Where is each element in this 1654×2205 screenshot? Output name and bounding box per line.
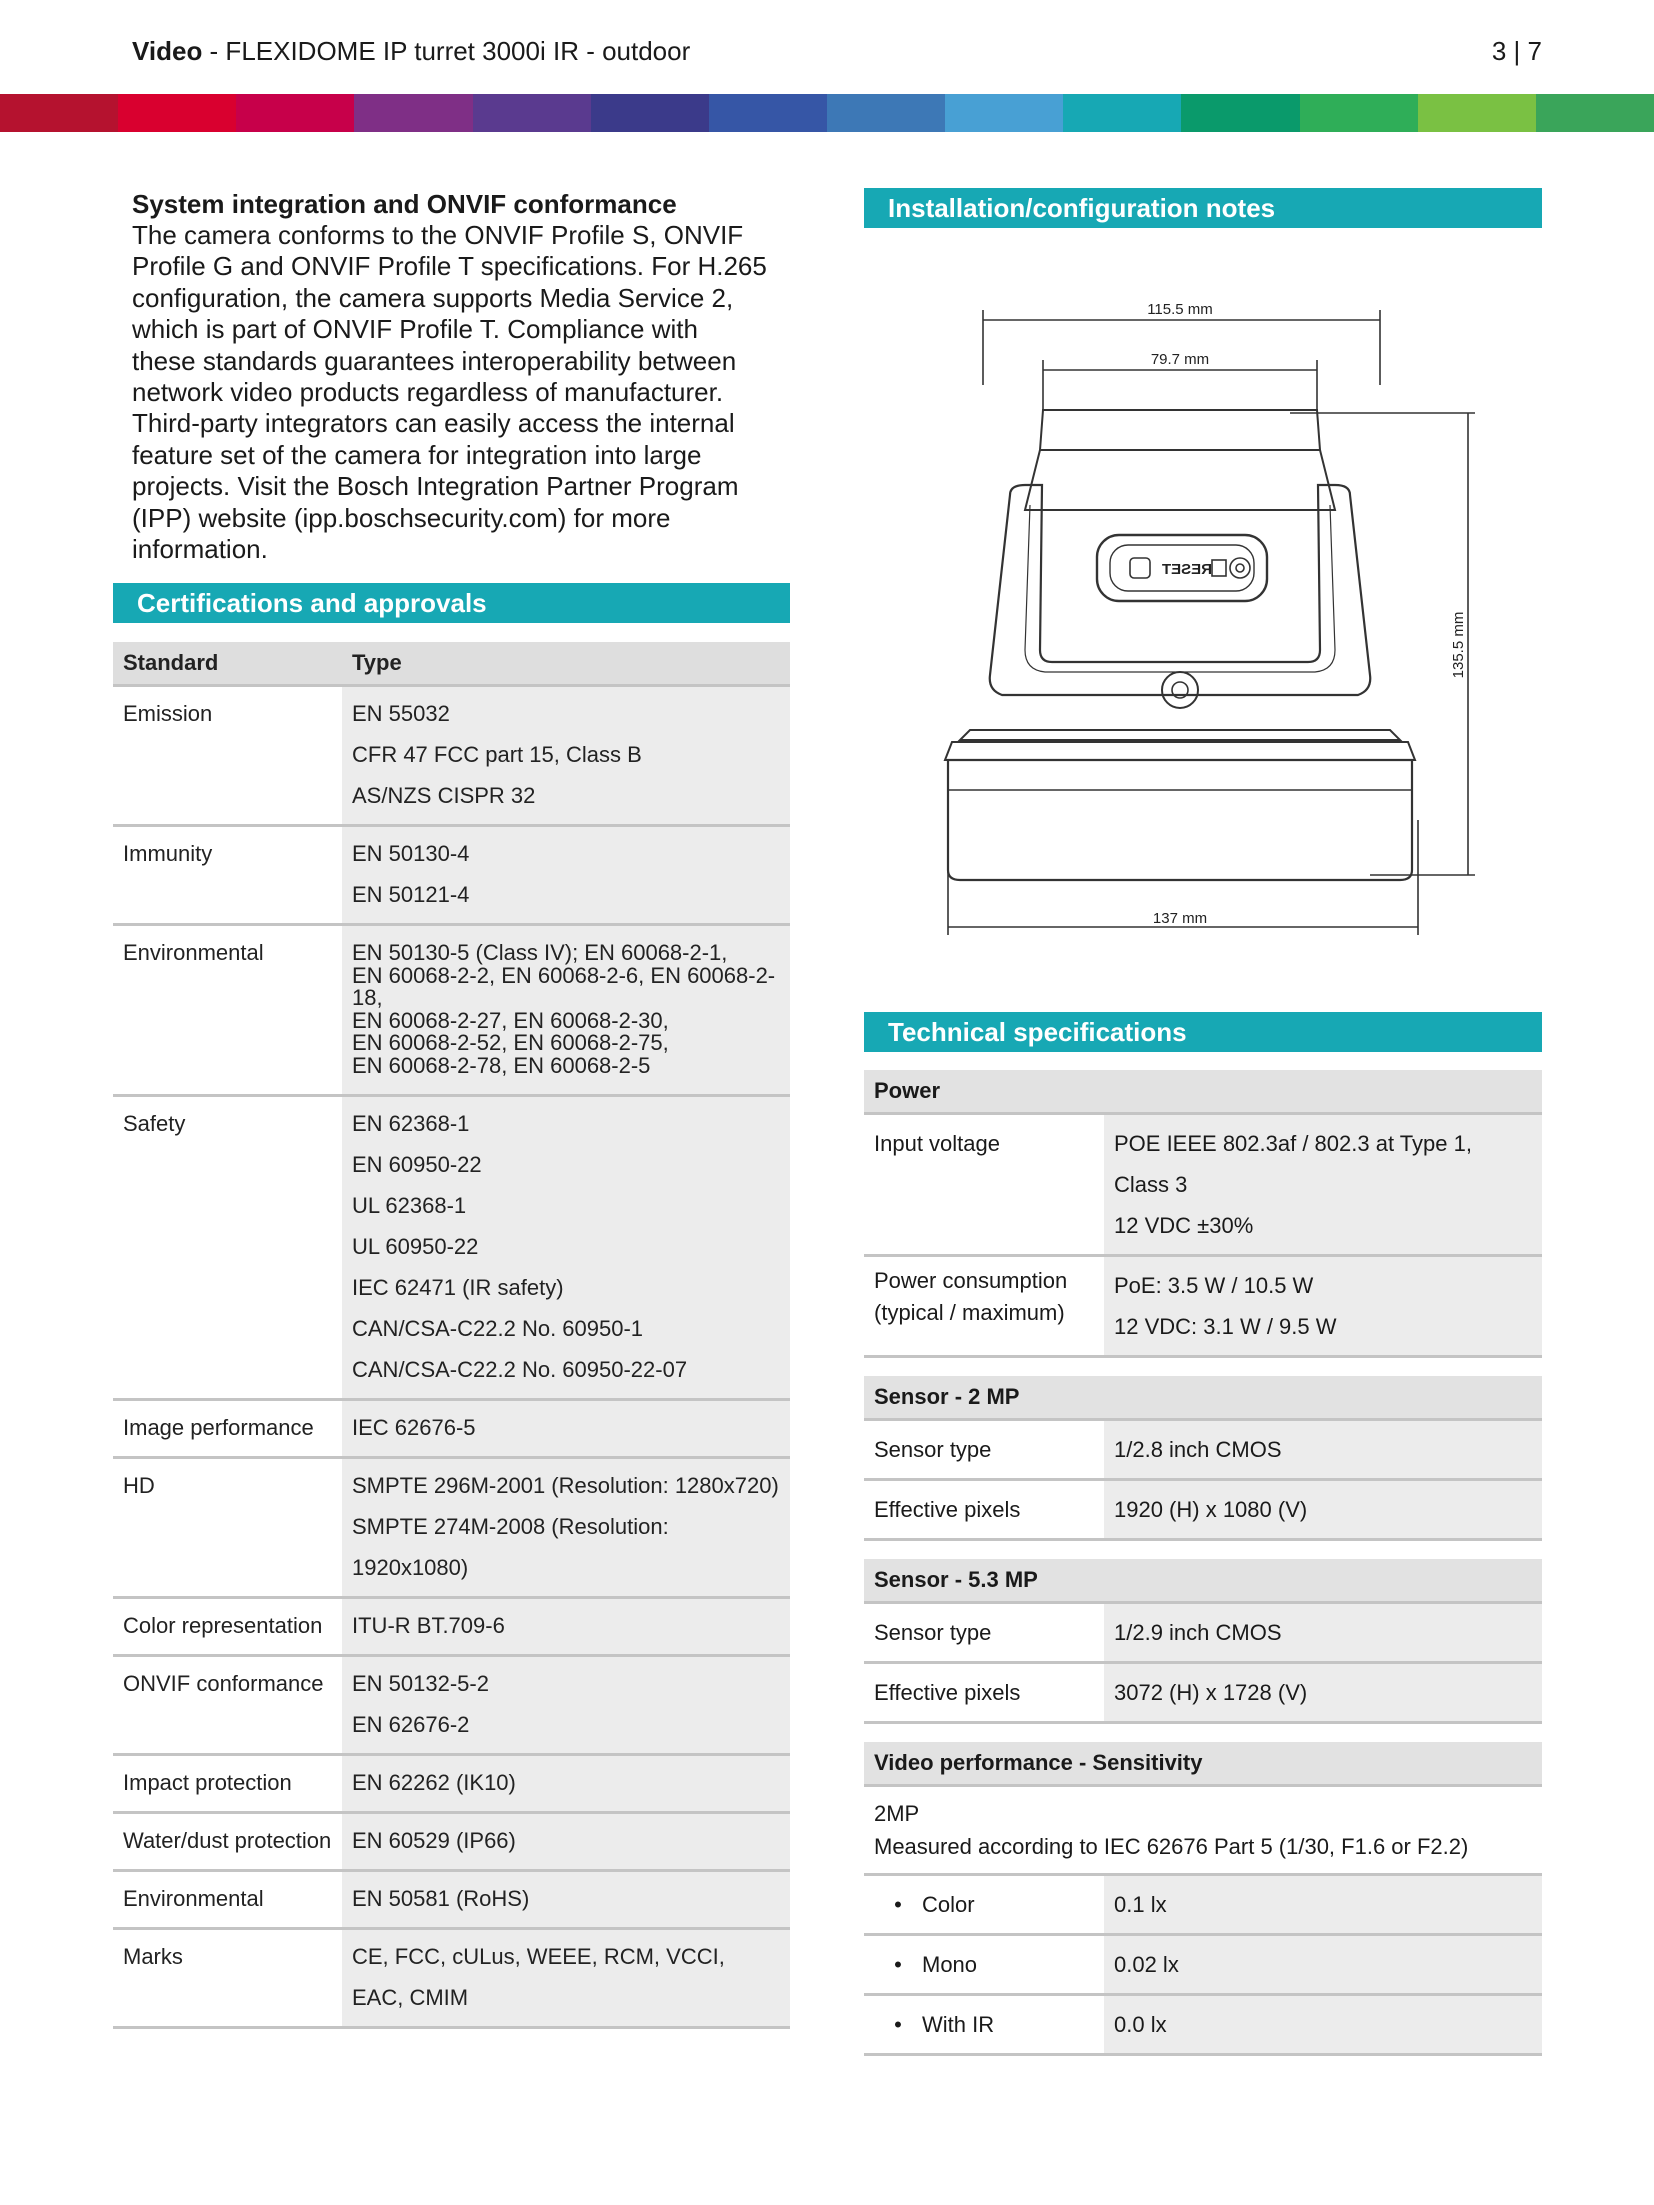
color-bar-segment <box>1418 94 1536 132</box>
color-bar-segment <box>945 94 1063 132</box>
color-bar-segment <box>827 94 945 132</box>
certifications-table <box>113 642 790 2029</box>
color-bar-segment <box>1181 94 1299 132</box>
table-header-row <box>113 642 790 686</box>
type-cell-line: UL 62368-1 <box>352 1192 467 1218</box>
color-bar-segment <box>354 94 472 132</box>
table-row <box>113 1812 790 1870</box>
installation-notes-heading: Installation/configuration notes <box>864 188 1542 228</box>
table-row <box>113 1399 790 1457</box>
type-cell-line: EN 50130-4 <box>352 841 470 866</box>
color-bar-segment <box>1063 94 1181 132</box>
table-row <box>113 1754 790 1812</box>
standard-cell: Environmental <box>123 1885 264 1911</box>
color-bar-segment <box>591 94 709 132</box>
color-bar-segment <box>236 94 354 132</box>
dimension-height-label: 135.5 mm <box>1450 611 1467 679</box>
dimension-base-width-label: 137 mm <box>1152 910 1208 927</box>
type-cell-line: CFR 47 FCC part 15, Class B <box>352 742 642 767</box>
type-cell-line: EN 62368-1 <box>352 1110 470 1136</box>
type-cell-line: EN 50130-5 (Class IV); EN 60068-2-1, <box>352 940 728 965</box>
type-cell-line: EN 50121-4 <box>352 882 470 907</box>
type-cell-line: ITU-R BT.709-6 <box>352 1612 505 1638</box>
input-voltage-label: Input voltage <box>874 1131 1000 1156</box>
color-bar-segment <box>473 94 591 132</box>
table-row <box>113 1457 790 1597</box>
standard-cell: Emission <box>123 701 213 726</box>
table-row <box>864 1604 1542 1664</box>
type-cell-line: EN 60529 (IP66) <box>352 1827 516 1853</box>
type-cell-line: AS/NZS CISPR 32 <box>352 783 536 808</box>
table-row <box>864 1996 1542 2056</box>
standard-cell: Safety <box>123 1110 186 1136</box>
table-row <box>864 1481 1542 1541</box>
table-row <box>113 1655 790 1754</box>
type-cell-line: CAN/CSA-C22.2 No. 60950-1 <box>352 1315 644 1341</box>
effective-pixels-label: Effective pixels <box>874 1497 1021 1522</box>
power-consumption-value: PoE: 3.5 W / 10.5 W 12 VDC: 3.1 W / 9.5 W <box>1104 1257 1542 1355</box>
standard-cell: Water/dust protection <box>123 1827 332 1853</box>
type-cell-line: UL 60950-22 <box>352 1233 479 1259</box>
technical-specifications-table <box>864 1070 1542 2056</box>
table-row <box>864 1115 1542 1257</box>
type-cell-line: SMPTE 274M-2008 (Resolution: 1920x1080) <box>352 1513 669 1580</box>
table-row <box>864 1257 1542 1358</box>
standard-cell: Color representation <box>123 1612 323 1638</box>
system-integration-heading: System integration and ONVIF conformance <box>132 189 677 219</box>
column-header-type: Type <box>342 642 790 686</box>
standard-cell: HD <box>123 1472 155 1498</box>
color-bar-segment <box>1300 94 1418 132</box>
type-cell-line: IEC 62471 (IR safety) <box>352 1274 564 1300</box>
color-bar-segment <box>118 94 236 132</box>
input-voltage-value: POE IEEE 802.3af / 802.3 at Type 1, Class 3 12 VDC ±30% <box>1104 1115 1542 1254</box>
table-row <box>113 1095 790 1399</box>
camera-dimension-drawing <box>930 290 1490 950</box>
standard-cell: ONVIF conformance <box>123 1670 324 1696</box>
color-bar-segment <box>1536 94 1654 132</box>
type-cell-line: EN 60068-2-27, EN 60068-2-30, <box>352 1007 669 1033</box>
sensitivity-mono-label: Mono <box>922 1951 978 1977</box>
table-row <box>113 1870 790 1928</box>
system-integration-text: The camera conforms to the ONVIF Profile S, ONVIF Profile G and ONVIF Profile T specifications. For H.265 configuration, the camera supports Media Service 2, which is part of ONVIF Profile T. Compliance with these standards guarantees interoperability between network video products regardless of manufacturer. Third-party integrators can easily access the internal feature set of the camera for integration into large projects. Visit the Bosch Integration Partner Program (IPP) website (ipp.boschsecurity.com) for more information. <box>132 220 767 565</box>
bullet-icon: • <box>894 2011 902 2037</box>
bullet-icon: • <box>894 1951 902 1977</box>
sensor-type-value: 1/2.9 inch CMOS <box>1114 1620 1282 1645</box>
sensitivity-mono-value: 0.02 lx <box>1114 1952 1179 1977</box>
type-cell-line: EN 62676-2 <box>352 1711 470 1737</box>
table-row <box>864 1421 1542 1481</box>
group-video-sensitivity: Video performance - Sensitivity <box>864 1742 1542 1787</box>
sensor-type-value: 1/2.8 inch CMOS <box>1114 1437 1282 1462</box>
standard-cell: Impact protection <box>123 1769 292 1795</box>
standard-cell: Marks <box>123 1943 183 1969</box>
table-row <box>113 1597 790 1655</box>
sensitivity-note: 2MP Measured according to IEC 62676 Part 5 (1/30, F1.6 or F2.2) <box>864 1787 1542 1876</box>
type-cell-line: CE, FCC, cULus, WEEE, RCM, VCCI, EAC, CMIM <box>352 1943 725 2010</box>
type-cell-line: EN 50581 (RoHS) <box>352 1885 530 1911</box>
page-header <box>132 36 1542 76</box>
sensitivity-ir-label: With IR <box>922 2011 995 2037</box>
type-cell-line: EN 55032 <box>352 701 450 726</box>
type-cell-line: EN 60068-2-2, EN 60068-2-6, EN 60068-2-18, <box>352 962 776 1011</box>
standard-cell: Immunity <box>123 841 213 866</box>
type-cell-line: IEC 62676-5 <box>352 1414 476 1440</box>
standard-cell: Image performance <box>123 1414 314 1440</box>
effective-pixels-value: 3072 (H) x 1728 (V) <box>1114 1680 1308 1705</box>
sensitivity-ir-value: 0.0 lx <box>1114 2012 1167 2037</box>
group-sensor-2mp: Sensor - 2 MP <box>864 1376 1542 1421</box>
table-row <box>113 826 790 925</box>
brand-color-bar <box>0 94 1654 132</box>
type-cell-line: EN 60068-2-78, EN 60068-2-5 <box>352 1052 651 1078</box>
bullet-icon: • <box>894 1891 902 1917</box>
effective-pixels-value: 1920 (H) x 1080 (V) <box>1114 1497 1308 1522</box>
effective-pixels-label: Effective pixels <box>874 1680 1021 1705</box>
table-row <box>113 1928 790 2027</box>
type-cell-line: EN 60950-22 <box>352 1151 482 1177</box>
type-cell-line: EN 50132-5-2 <box>352 1670 489 1696</box>
type-cell-line: EN 62262 (IK10) <box>352 1769 516 1795</box>
power-consumption-label: Power consumption (typical / maximum) <box>874 1268 1068 1325</box>
table-row <box>113 925 790 1096</box>
table-row <box>864 1936 1542 1996</box>
standard-cell: Environmental <box>123 940 264 965</box>
system-integration-section <box>132 188 802 565</box>
color-bar-segment <box>709 94 827 132</box>
group-sensor-5mp: Sensor - 5.3 MP <box>864 1559 1542 1604</box>
color-bar-segment <box>0 94 118 132</box>
type-cell-line: CAN/CSA-C22.2 No. 60950-22-07 <box>352 1356 688 1382</box>
column-header-standard: Standard <box>113 642 342 686</box>
certifications-heading: Certifications and approvals <box>113 583 790 623</box>
table-row <box>864 1664 1542 1724</box>
sensitivity-color-label: Color <box>922 1891 975 1917</box>
table-row <box>864 1876 1542 1936</box>
dimension-lens-width-label: 79.7 mm <box>1150 351 1210 368</box>
type-cell-line: EN 60068-2-52, EN 60068-2-75, <box>352 1030 669 1056</box>
document-title: Video - FLEXIDOME IP turret 3000i IR - outdoor <box>132 36 691 66</box>
sensor-type-label: Sensor type <box>874 1620 992 1645</box>
sensor-type-label: Sensor type <box>874 1437 992 1462</box>
dimension-width-label: 115.5 mm <box>1147 301 1213 318</box>
reset-label: RESET <box>1161 561 1213 578</box>
page-number: 3 | 7 <box>1491 36 1542 66</box>
group-power: Power <box>864 1070 1542 1115</box>
sensitivity-color-value: 0.1 lx <box>1114 1892 1167 1917</box>
table-row <box>113 686 790 826</box>
type-cell-line: SMPTE 296M-2001 (Resolution: 1280x720) <box>352 1472 779 1498</box>
technical-specifications-heading: Technical specifications <box>864 1012 1542 1052</box>
